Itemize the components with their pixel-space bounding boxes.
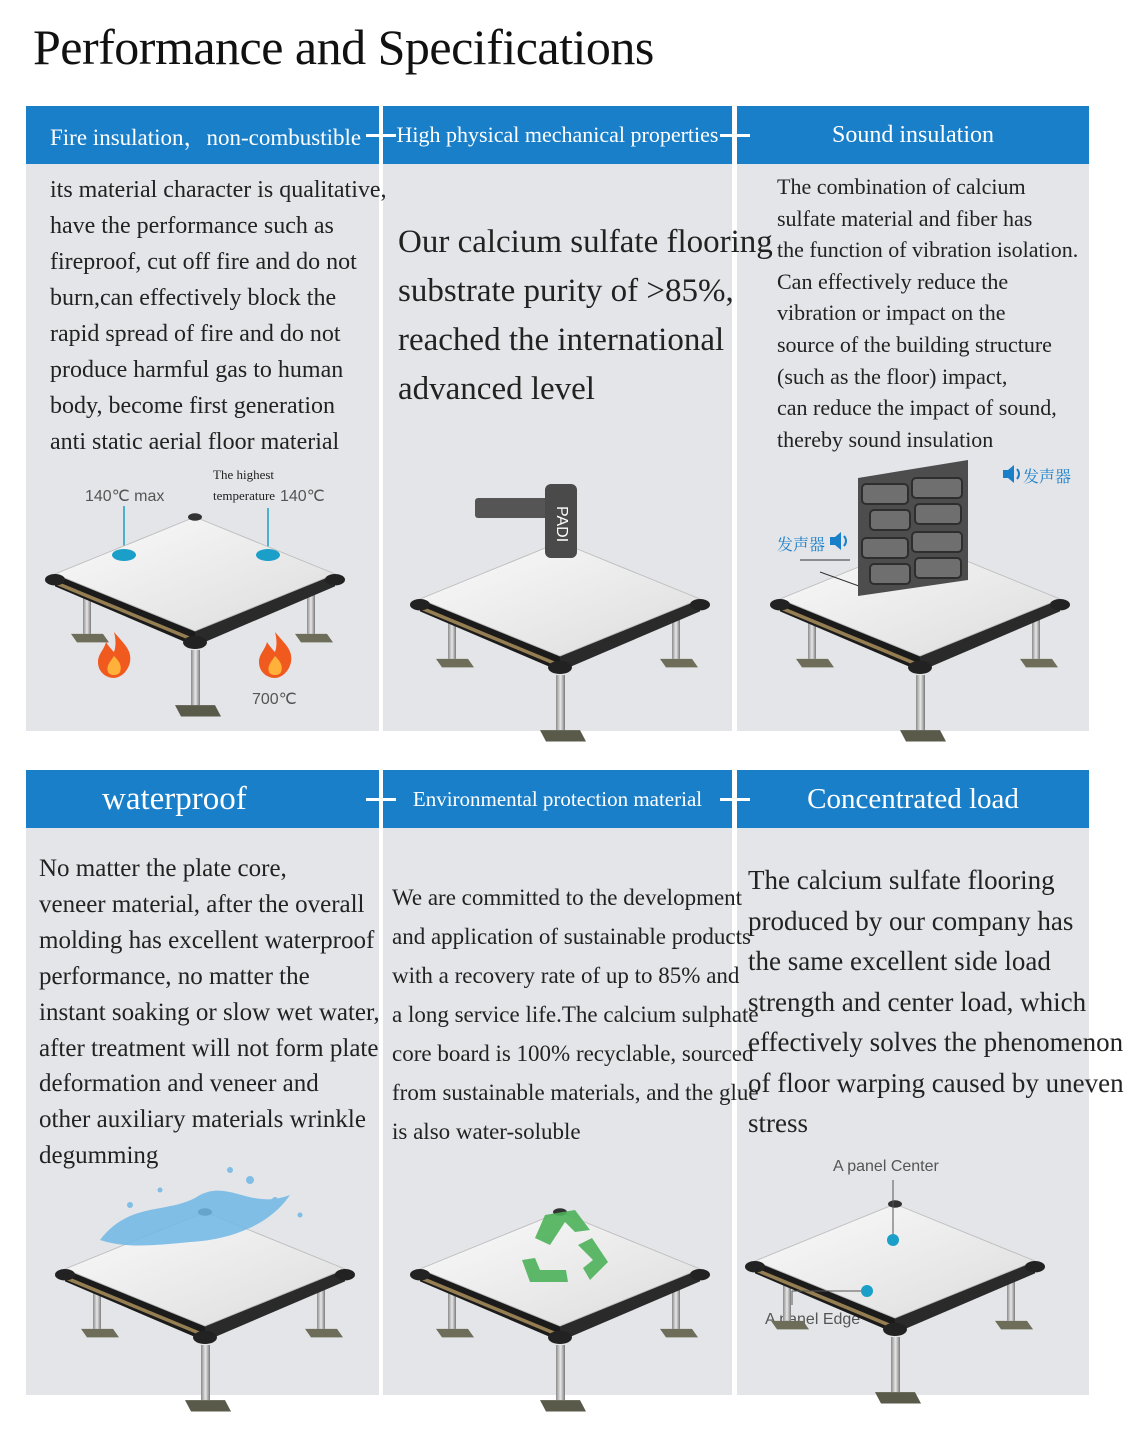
panel-edge-label: A panel Edge <box>765 1311 861 1328</box>
card-header-fire-label: Fire insulation，non-combustible <box>50 124 362 150</box>
highest-temp-label-line2: temperature <box>213 488 276 503</box>
max-temp-label: 140℃ max <box>85 488 165 505</box>
card-body-fire: its material character is qualitative, have the performance such as fireproof, cut off fire and do not burn,can effectively block the rapid spread of fire and do not produce harmful gas to human body, become first generation anti static aerial floor material <box>50 177 387 455</box>
card-header-waterproof-label: waterproof <box>102 780 247 817</box>
card-body-sound: The combination of calcium sulfate material and fiber has the function of vibration isolation. Can effectively reduce the vibration or impact on the source of the building structure (such as the floor) impact, can reduce the impact of sound, thereby sound insulation <box>777 174 1079 452</box>
card-header-environmental-label: Environmental protection material <box>412 786 703 811</box>
bottom-temp-label: 700℃ <box>252 691 297 708</box>
card-header-mechanical-label: High physical mechanical properties <box>396 122 719 147</box>
card-body-waterproof: No matter the plate core, veneer material, after the overall molding has excellent waterproof performance, no matter the instant soaking or slow wet water, after treatment will not form plate deformation and veneer and other auxiliary materials wrinkle degumming <box>39 855 380 1170</box>
card-header-sound-label: Sound insulation <box>831 121 994 148</box>
card-body-mechanical: Our calcium sulfate flooring substrate purity of >85%, reached the international advanced level <box>398 224 773 407</box>
card-header-concentrated-label: Concentrated load <box>807 782 1019 815</box>
speaker-label-left: 发声器 <box>777 537 826 554</box>
tool-brand-label: PADI <box>553 506 570 543</box>
card-body-concentrated: The calcium sulfate flooring produced by our company has the same excellent side load strength and center load, which effectively solves the phenomenon of floor warping caused by uneven stress <box>748 865 1124 1138</box>
highest-temp-value: 140℃ <box>280 488 325 505</box>
card-body-environmental: We are committed to the development and application of sustainable products with a recovery rate of up to 85% and a long service life.The calcium sulphate core board is 100% recyclable, sourced from sustainable materials, and the glue is also water-soluble <box>392 885 759 1144</box>
speaker-label-right: 发声器 <box>1023 469 1072 486</box>
panel-center-label: A panel Center <box>833 1158 939 1175</box>
page-title: Performance and Specifications <box>33 19 654 75</box>
highest-temp-label-line1: The highest <box>213 467 275 482</box>
